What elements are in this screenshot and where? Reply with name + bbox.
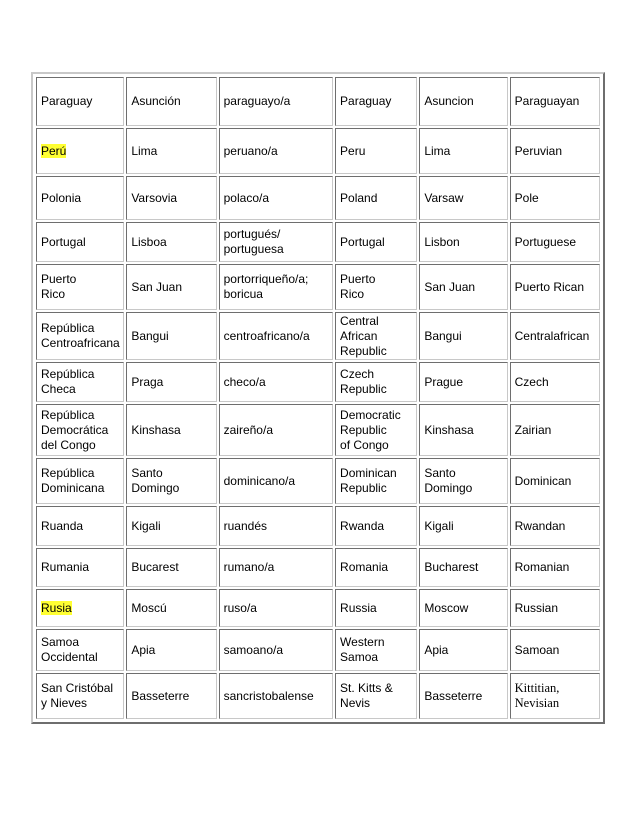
cell-text: Paraguayan bbox=[514, 94, 580, 108]
cell-text: Portugal bbox=[340, 234, 385, 249]
table-cell-capital-en bbox=[419, 362, 507, 402]
table-cell-country-en bbox=[335, 128, 417, 174]
table-cell-nationality-en bbox=[510, 176, 600, 220]
cell-text: Puerto Rico bbox=[340, 272, 376, 301]
table-cell-nationality-en bbox=[510, 589, 600, 627]
cell-text: Polonia bbox=[41, 190, 82, 205]
table-cell-country-es bbox=[36, 77, 124, 126]
table-row bbox=[36, 673, 600, 719]
cell-text: San Cristóbal y Nieves bbox=[41, 681, 114, 710]
cell-text: St. Kitts & Nevis bbox=[340, 681, 393, 710]
table-cell-nationality-es bbox=[219, 673, 333, 719]
table-cell-capital-es bbox=[126, 77, 216, 126]
table-row bbox=[36, 77, 600, 126]
cell-text: Dominican Republic bbox=[340, 466, 397, 495]
cell-text: Kigali bbox=[424, 518, 454, 533]
table-cell-country-es bbox=[36, 506, 124, 546]
cell-text: Santo Domingo bbox=[131, 466, 180, 495]
table-cell-country-en bbox=[335, 404, 417, 456]
cell-text: Moscú bbox=[131, 600, 167, 615]
table-cell-nationality-es bbox=[219, 176, 333, 220]
cell-text: Lisboa bbox=[131, 234, 167, 249]
table-cell-nationality-en bbox=[510, 506, 600, 546]
cell-text: ruandés bbox=[223, 518, 267, 533]
table-cell-country-es bbox=[36, 673, 124, 719]
cell-text: checo/a bbox=[223, 374, 266, 389]
table-cell-country-en bbox=[335, 673, 417, 719]
table-cell-country-en bbox=[335, 458, 417, 504]
cell-text: Apia bbox=[424, 642, 449, 657]
cell-text: Basseterre bbox=[424, 688, 483, 703]
table-cell-capital-es bbox=[126, 673, 216, 719]
table-cell-nationality-en bbox=[510, 362, 600, 402]
table-cell-capital-en bbox=[419, 458, 507, 504]
cell-text: Poland bbox=[340, 190, 378, 205]
table-cell-capital-en bbox=[419, 176, 507, 220]
table-cell-country-es bbox=[36, 548, 124, 587]
table-cell-country-es bbox=[36, 312, 124, 360]
cell-text: Varsovia bbox=[131, 190, 178, 205]
table-cell-country-en bbox=[335, 312, 417, 360]
table-row bbox=[36, 362, 600, 402]
table-cell-nationality-en bbox=[510, 673, 600, 719]
cell-text: Varsaw bbox=[424, 190, 464, 205]
table-cell-nationality-es bbox=[219, 404, 333, 456]
cell-text: Western Samoa bbox=[340, 635, 385, 664]
cell-text: Praga bbox=[131, 374, 164, 389]
cell-text: Puerto Rican bbox=[514, 279, 585, 294]
cell-text: Rumania bbox=[41, 560, 90, 574]
table-row bbox=[36, 176, 600, 220]
table-cell-nationality-es bbox=[219, 629, 333, 671]
table-row bbox=[36, 589, 600, 627]
table-cell-nationality-es bbox=[219, 312, 333, 360]
table-cell-capital-en bbox=[419, 222, 507, 262]
cell-text: Democratic Republic of Congo bbox=[340, 407, 401, 452]
table-cell-capital-es bbox=[126, 128, 216, 174]
table-cell-nationality-en bbox=[510, 222, 600, 262]
table-cell-capital-es bbox=[126, 264, 216, 310]
table-cell-capital-es bbox=[126, 176, 216, 220]
table-cell-nationality-en bbox=[510, 548, 600, 587]
table-cell-country-es bbox=[36, 404, 124, 456]
cell-text: Kinshasa bbox=[424, 422, 474, 437]
table-cell-country-es bbox=[36, 264, 124, 310]
table-cell-capital-en bbox=[419, 128, 507, 174]
cell-text: República Centroafricana bbox=[41, 321, 120, 350]
table-cell-capital-es bbox=[126, 404, 216, 456]
table-cell-country-en bbox=[335, 589, 417, 627]
table-cell-capital-es bbox=[126, 312, 216, 360]
cell-text: Lima bbox=[424, 143, 451, 158]
table-row bbox=[36, 128, 600, 174]
cell-text: Kittitian, Nevisian bbox=[514, 681, 560, 710]
table-cell-nationality-en bbox=[510, 312, 600, 360]
table-cell-capital-es bbox=[126, 629, 216, 671]
cell-text: centroafricano/a bbox=[223, 328, 310, 343]
table-cell-nationality-en bbox=[510, 264, 600, 310]
table-cell-capital-en bbox=[419, 404, 507, 456]
cell-text: Lima bbox=[131, 143, 158, 158]
cell-text: ruso/a bbox=[223, 600, 257, 615]
table-cell-nationality-es bbox=[219, 264, 333, 310]
table-cell-capital-en bbox=[419, 629, 507, 671]
table-cell-nationality-es bbox=[219, 222, 333, 262]
cell-text: portorriqueño/a; boricua bbox=[223, 272, 309, 301]
table-cell-nationality-en bbox=[510, 77, 600, 126]
table-row bbox=[36, 404, 600, 456]
cell-text: portugués/ portuguesa bbox=[223, 227, 284, 256]
table-cell-nationality-es bbox=[219, 362, 333, 402]
cell-text: Bangui bbox=[424, 328, 462, 343]
table-cell-capital-en bbox=[419, 548, 507, 587]
table-cell-country-en bbox=[335, 264, 417, 310]
table-row bbox=[36, 222, 600, 262]
countries-table bbox=[34, 75, 602, 721]
cell-text: Basseterre bbox=[131, 688, 190, 703]
table-cell-nationality-en bbox=[510, 458, 600, 504]
table-cell-country-es bbox=[36, 128, 124, 174]
table-cell-capital-es bbox=[126, 222, 216, 262]
cell-text: Czech Republic bbox=[340, 367, 387, 396]
cell-text: República Dominicana bbox=[41, 466, 105, 495]
cell-text: dominicano/a bbox=[223, 473, 296, 488]
table-cell-nationality-es bbox=[219, 128, 333, 174]
cell-text: Prague bbox=[424, 374, 464, 389]
table-cell-country-en bbox=[335, 629, 417, 671]
table-row bbox=[36, 312, 600, 360]
table-cell-capital-es bbox=[126, 506, 216, 546]
table-cell-nationality-en bbox=[510, 404, 600, 456]
cell-text: Perú bbox=[41, 143, 67, 158]
cell-text: Romania bbox=[340, 560, 389, 574]
table-cell-nationality-en bbox=[510, 629, 600, 671]
cell-text: samoano/a bbox=[223, 642, 283, 657]
table-cell-country-en bbox=[335, 362, 417, 402]
table-cell-country-es bbox=[36, 176, 124, 220]
table-cell-country-en bbox=[335, 506, 417, 546]
table-cell-capital-es bbox=[126, 458, 216, 504]
table-cell-capital-es bbox=[126, 548, 216, 587]
table-cell-capital-en bbox=[419, 673, 507, 719]
table-cell-nationality-es bbox=[219, 458, 333, 504]
cell-text: polaco/a bbox=[223, 190, 269, 205]
cell-text: Asuncion bbox=[424, 94, 474, 108]
table-cell-country-es bbox=[36, 629, 124, 671]
cell-text: Santo Domingo bbox=[424, 466, 473, 495]
cell-text: Puerto Rico bbox=[41, 272, 77, 301]
cell-text: Rwanda bbox=[340, 518, 385, 533]
cell-text: Samoa Occidental bbox=[41, 635, 98, 664]
table-cell-country-es bbox=[36, 362, 124, 402]
cell-text: República Democrática del Congo bbox=[41, 407, 109, 452]
table-cell-nationality-es bbox=[219, 548, 333, 587]
table-cell-capital-es bbox=[126, 362, 216, 402]
table-body bbox=[36, 77, 600, 719]
cell-text: Dominican bbox=[514, 473, 572, 488]
cell-text: Bangui bbox=[131, 328, 169, 343]
cell-text: Russian bbox=[514, 600, 558, 615]
cell-text: Centralafrican bbox=[514, 328, 590, 343]
table-cell-capital-en bbox=[419, 589, 507, 627]
table-row bbox=[36, 506, 600, 546]
cell-text: Russia bbox=[340, 600, 377, 615]
table-cell-country-en bbox=[335, 548, 417, 587]
table-cell-country-en bbox=[335, 222, 417, 262]
table-cell-country-es bbox=[36, 222, 124, 262]
table-cell-capital-es bbox=[126, 589, 216, 627]
table-cell-capital-en bbox=[419, 264, 507, 310]
cell-text: Apia bbox=[131, 642, 156, 657]
cell-text: Ruanda bbox=[41, 518, 84, 533]
cell-text: Rusia bbox=[41, 600, 72, 615]
table-cell-capital-en bbox=[419, 312, 507, 360]
cell-text: Asunción bbox=[131, 94, 181, 108]
cell-text: Kigali bbox=[131, 518, 161, 533]
cell-text: Peruvian bbox=[514, 143, 563, 158]
cell-text: Portuguese bbox=[514, 234, 577, 249]
table-cell-country-es bbox=[36, 458, 124, 504]
cell-text: Bucharest bbox=[424, 560, 479, 574]
cell-text: sancristobalense bbox=[223, 688, 314, 703]
table-cell-nationality-es bbox=[219, 506, 333, 546]
cell-text: Kinshasa bbox=[131, 422, 181, 437]
table-cell-capital-en bbox=[419, 506, 507, 546]
cell-text: Paraguay bbox=[41, 94, 93, 108]
cell-text: zaireño/a bbox=[223, 422, 273, 437]
table-cell-nationality-es bbox=[219, 589, 333, 627]
cell-text: San Juan bbox=[424, 279, 476, 294]
cell-text: San Juan bbox=[131, 279, 183, 294]
cell-text: Lisbon bbox=[424, 234, 460, 249]
countries-table-frame bbox=[31, 72, 605, 724]
table-cell-country-en bbox=[335, 77, 417, 126]
cell-text: Paraguay bbox=[340, 94, 392, 108]
table-cell-country-en bbox=[335, 176, 417, 220]
cell-text: Romanian bbox=[514, 560, 570, 574]
cell-text: Samoan bbox=[514, 642, 560, 657]
cell-text: Czech bbox=[514, 374, 549, 389]
cell-text: Moscow bbox=[424, 600, 469, 615]
table-row bbox=[36, 548, 600, 587]
cell-text: Peru bbox=[340, 143, 366, 158]
table-cell-nationality-es bbox=[219, 77, 333, 126]
cell-text: Bucarest bbox=[131, 560, 179, 574]
table-row bbox=[36, 458, 600, 504]
table-cell-capital-en bbox=[419, 77, 507, 126]
table-cell-country-es bbox=[36, 589, 124, 627]
cell-text: Rwandan bbox=[514, 518, 566, 533]
cell-text: Pole bbox=[514, 190, 539, 205]
cell-text: República Checa bbox=[41, 367, 95, 396]
cell-text: Portugal bbox=[41, 234, 86, 249]
cell-text: rumano/a bbox=[223, 560, 275, 574]
cell-text: paraguayo/a bbox=[223, 94, 291, 108]
table-row bbox=[36, 629, 600, 671]
cell-text: peruano/a bbox=[223, 143, 278, 158]
table-row bbox=[36, 264, 600, 310]
cell-text: Central African Republic bbox=[340, 313, 387, 358]
cell-text: Zairian bbox=[514, 422, 552, 437]
table-cell-nationality-en bbox=[510, 128, 600, 174]
